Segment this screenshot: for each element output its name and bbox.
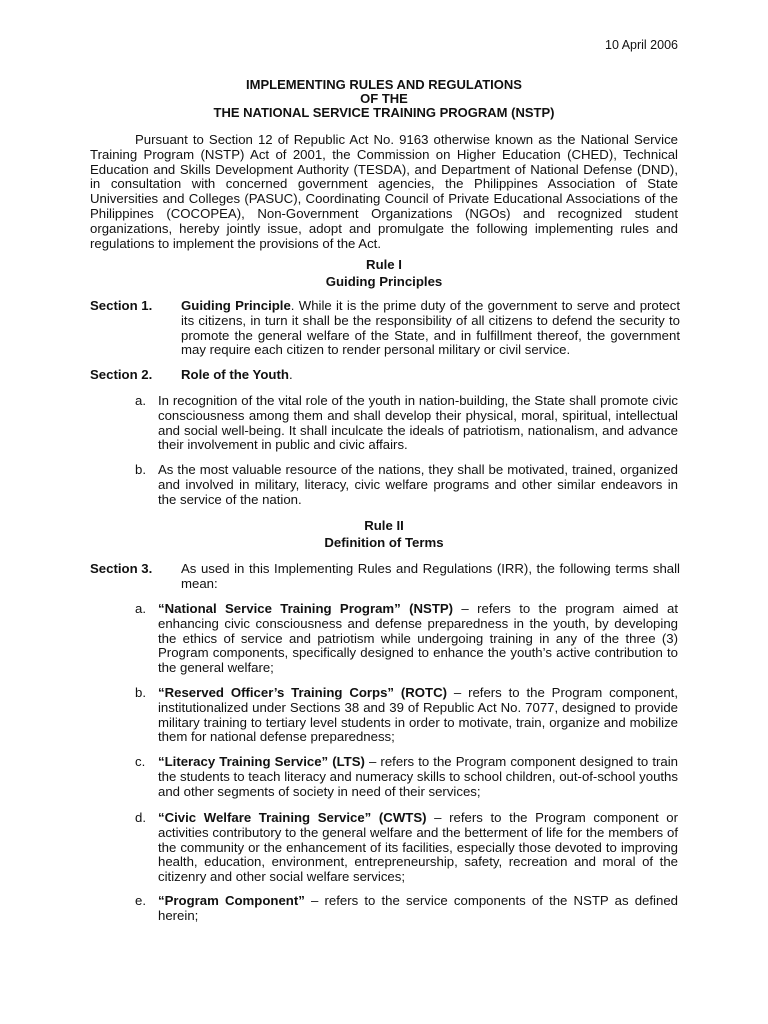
document-date: 10 April 2006 xyxy=(605,38,678,52)
item-body xyxy=(158,894,678,924)
term-name: “Literacy Training Service” (LTS) xyxy=(158,754,365,769)
title-line-2: OF THE xyxy=(360,91,408,106)
item-body xyxy=(158,755,678,799)
item-text: As the most valuable resource of the nations, they shall be motivated, trained, organized and involved in military, literacy, civic welfare programs and other similar endeavors in the service of the nation. xyxy=(158,462,678,507)
title-line-3: THE NATIONAL SERVICE TRAINING PROGRAM (NSTP) xyxy=(213,105,555,120)
item-letter: e. xyxy=(135,893,146,908)
term-definition: – refers to the program aimed at enhancing civic consciousness and defense preparedness in the youth, by developing the ethics of service and patriotism while undergoing training in any of the three (3) Program components, specifically designed to enhance the youth’s active contribution to the general welfare; xyxy=(158,601,678,676)
term-definition: – refers to the service components of the NSTP as defined herein; xyxy=(158,893,678,923)
item-letter: d. xyxy=(135,810,146,825)
list-item xyxy=(135,602,678,676)
rule-title: Guiding Principles xyxy=(325,274,443,289)
term-definition: – refers to the Program component, institutionalized under Sections 38 and 39 of Republic Act No. 7077, designed to provide military training to tertiary level students in order to motivate, train, organize and mobilize them for national defense preparedness; xyxy=(158,685,679,745)
section-number: Section 2. xyxy=(90,367,153,382)
item-body xyxy=(158,602,678,676)
section-3 xyxy=(90,562,680,592)
item-letter: b. xyxy=(135,462,146,477)
list-item xyxy=(135,394,678,453)
item-text: In recognition of the vital role of the youth in nation-building, the State shall promote civic consciousness among them and shall develop their physical, moral, spiritual, intellectual and social well-being. It shall inculcate the ideals of patriotism, nationalism, and advance their involvement in public and civic affairs. xyxy=(158,393,678,453)
document-title xyxy=(0,78,768,120)
rule-2-heading xyxy=(0,517,768,551)
term-name: “National Service Training Program” (NSTP) xyxy=(158,601,454,616)
term-name: “Reserved Officer’s Training Corps” (ROTC) xyxy=(158,685,448,700)
item-letter: a. xyxy=(135,601,146,616)
section-number: Section 3. xyxy=(90,561,153,576)
rule-number: Rule I xyxy=(366,257,402,272)
preamble-paragraph: Pursuant to Section 12 of Republic Act No. 9163 otherwise known as the National Service Training Program (NSTP) Act of 2001, the Commission on Higher Education (CHED), Technical Education and Skills Development Authority (TESDA), and Department of National Defense (DND), in consultation with concerned government agencies, the Philippines Association of State Universities and Colleges (PASUC), Coordinating Council of Private Educational Associations of the Philippines (COCOPEA), Non-Government Organizations (NGOs) and recognized student organizations, hereby jointly issue, adopt and promulgate the following implementing rules and regulations to implement the provisions of the Act. xyxy=(90,132,678,251)
item-body xyxy=(158,686,678,745)
section-text: . While it is the prime duty of the government to serve and protect its citizens, in turn it shall be the responsibility of all citizens to defend the security to promote the general welfare of the State, and in fulfillment thereof, the government may require each citizen to render personal military or civil service. xyxy=(181,298,681,358)
item-letter: a. xyxy=(135,393,146,408)
term-name: “Civic Welfare Training Service” (CWTS) xyxy=(158,810,427,825)
list-item xyxy=(135,811,678,885)
section-1 xyxy=(90,299,680,358)
list-item xyxy=(135,755,678,799)
list-item xyxy=(135,463,678,507)
title-line-1: IMPLEMENTING RULES AND REGULATIONS xyxy=(246,77,522,92)
section-body xyxy=(181,299,680,358)
item-letter: b. xyxy=(135,685,146,700)
section-text: As used in this Implementing Rules and Regulations (IRR), the following terms shall mean: xyxy=(181,561,680,591)
term-definition: – refers to the Program component designed to train the students to teach literacy and numeracy skills to school children, out-of-school youths and other segments of society in need of their services; xyxy=(158,754,678,799)
section-heading: Guiding Principle xyxy=(181,298,291,313)
term-definition: – refers to the Program component or activities contributory to the general welfare and the betterment of life for the members of the community or the enhancement of its facilities, especially those devoted to improving health, education, environment, entrepreneurship, safety, recreation and moral of the citizenry and other social welfare services; xyxy=(158,810,678,885)
item-body xyxy=(158,811,678,885)
list-item xyxy=(135,894,678,924)
rule-1-heading xyxy=(0,256,768,290)
section-2 xyxy=(90,368,680,383)
term-name: “Program Component” xyxy=(158,893,305,908)
rule-title: Definition of Terms xyxy=(324,535,444,550)
rule-number: Rule II xyxy=(364,518,404,533)
item-letter: c. xyxy=(135,754,146,769)
section-body: Role of the Youth. xyxy=(181,367,293,382)
list-item xyxy=(135,686,678,745)
section-heading: Role of the Youth xyxy=(181,367,289,382)
section-number: Section 1. xyxy=(90,298,153,313)
